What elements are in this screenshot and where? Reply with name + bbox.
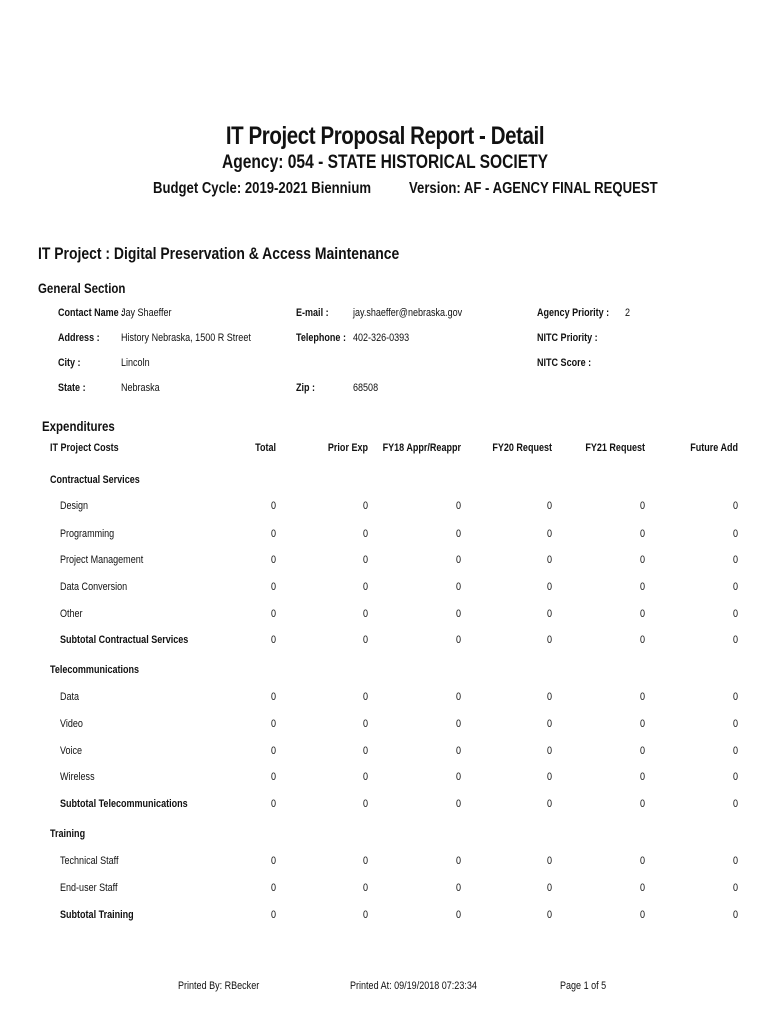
table-cell: 0 [362,882,368,894]
table-cell: 0 [732,634,738,646]
telephone-label: Telephone : [296,332,346,344]
table-cell: 0 [455,745,461,757]
expenditures-heading: Expenditures [42,418,115,434]
table-cell: 0 [546,500,552,512]
row-label: Contractual Services [50,474,140,486]
table-cell: 0 [546,691,552,703]
zip-label: Zip : [296,382,316,394]
table-cell: 0 [732,798,738,810]
table-cell: 0 [732,745,738,757]
table-cell: 0 [732,771,738,783]
table-cell: 0 [362,909,368,921]
telephone-value: 402-326-0393 [353,332,410,344]
table-cell: 0 [639,745,645,757]
table-cell: 0 [546,745,552,757]
table-cell: 0 [639,855,645,867]
table-cell: 0 [732,855,738,867]
address-label: Address : [58,332,100,344]
table-cell: 0 [546,909,552,921]
table-cell: 0 [455,718,461,730]
row-label: Subtotal Telecommunications [60,798,188,810]
table-cell: 0 [270,855,276,867]
table-cell: 0 [455,500,461,512]
row-label: Other [60,608,83,620]
email-label: E-mail : [296,307,329,319]
table-cell: 0 [455,771,461,783]
table-cell: 0 [639,581,645,593]
row-label: Data Conversion [60,581,128,593]
report-title: IT Project Proposal Report - Detail [225,122,545,150]
row-label: Training [50,828,86,840]
table-cell: 0 [732,882,738,894]
table-cell: 0 [362,608,368,620]
row-label: Subtotal Contractual Services [60,634,189,646]
table-cell: 0 [270,718,276,730]
contact-name-label: Contact Name : [58,307,125,319]
agency-priority-label: Agency Priority : [537,307,610,319]
table-cell: 0 [546,581,552,593]
city-label: City : [58,357,81,369]
column-header: FY20 Request [492,442,552,454]
row-label: Programming [60,528,115,540]
printed-at: Printed At: 09/19/2018 07:23:34 [350,980,477,992]
row-label: Project Management [60,554,144,566]
table-cell: 0 [455,691,461,703]
table-cell: 0 [732,718,738,730]
column-header: FY21 Request [585,442,645,454]
table-cell: 0 [546,798,552,810]
table-cell: 0 [546,608,552,620]
state-value: Nebraska [121,382,160,394]
table-cell: 0 [455,581,461,593]
agency-line: Agency: 054 - STATE HISTORICAL SOCIETY [221,152,549,173]
table-cell: 0 [455,882,461,894]
row-label: Subtotal Training [60,909,134,921]
table-cell: 0 [455,634,461,646]
table-cell: 0 [546,855,552,867]
table-cell: 0 [270,581,276,593]
table-cell: 0 [546,634,552,646]
table-cell: 0 [270,745,276,757]
general-section-heading: General Section [38,280,126,296]
table-cell: 0 [270,528,276,540]
row-label: Technical Staff [60,855,119,867]
table-cell: 0 [362,554,368,566]
table-cell: 0 [546,528,552,540]
table-cell: 0 [270,554,276,566]
printed-by: Printed By: RBecker [178,980,260,992]
page-number: Page 1 of 5 [560,980,607,992]
project-heading: IT Project : Digital Preservation & Access Maintenance [38,244,400,263]
nitc-score-label: NITC Score : [537,357,592,369]
agency-priority-value: 2 [625,307,631,319]
table-cell: 0 [639,691,645,703]
table-cell: 0 [732,528,738,540]
column-header: Total [255,442,276,454]
table-cell: 0 [455,909,461,921]
column-header: IT Project Costs [50,442,119,454]
table-cell: 0 [362,528,368,540]
nitc-priority-label: NITC Priority : [537,332,598,344]
table-cell: 0 [732,581,738,593]
table-cell: 0 [270,634,276,646]
table-cell: 0 [639,718,645,730]
table-cell: 0 [639,554,645,566]
table-cell: 0 [639,528,645,540]
table-cell: 0 [546,554,552,566]
table-cell: 0 [639,608,645,620]
table-cell: 0 [546,718,552,730]
table-cell: 0 [639,500,645,512]
row-label: Design [60,500,89,512]
address-value: History Nebraska, 1500 R Street [121,332,251,344]
table-cell: 0 [732,608,738,620]
column-header: Future Add [690,442,738,454]
table-cell: 0 [546,882,552,894]
table-cell: 0 [455,554,461,566]
row-label: Voice [60,745,83,757]
table-cell: 0 [362,771,368,783]
zip-value: 68508 [353,382,379,394]
table-cell: 0 [639,909,645,921]
table-cell: 0 [362,500,368,512]
table-cell: 0 [362,581,368,593]
table-cell: 0 [362,798,368,810]
table-cell: 0 [732,691,738,703]
row-label: Data [60,691,80,703]
table-cell: 0 [362,855,368,867]
contact-name-value: Jay Shaeffer [121,307,172,319]
email-value: jay.shaeffer@nebraska.gov [353,307,463,319]
table-cell: 0 [639,771,645,783]
row-label: Telecommunications [50,664,140,676]
table-cell: 0 [270,882,276,894]
table-cell: 0 [455,798,461,810]
table-cell: 0 [732,554,738,566]
row-label: Wireless [60,771,95,783]
table-cell: 0 [455,528,461,540]
table-cell: 0 [362,745,368,757]
table-cell: 0 [639,634,645,646]
row-label: Video [60,718,83,730]
version: Version: AF - AGENCY FINAL REQUEST [409,180,658,197]
table-cell: 0 [362,718,368,730]
budget-cycle: Budget Cycle: 2019-2021 Biennium [153,180,372,197]
table-cell: 0 [270,500,276,512]
table-cell: 0 [270,608,276,620]
table-cell: 0 [270,691,276,703]
city-value: Lincoln [121,357,150,369]
table-cell: 0 [639,882,645,894]
table-cell: 0 [270,798,276,810]
table-cell: 0 [270,771,276,783]
column-header: Prior Exp [327,442,368,454]
table-cell: 0 [362,691,368,703]
table-cell: 0 [362,634,368,646]
table-cell: 0 [639,798,645,810]
table-cell: 0 [732,909,738,921]
table-cell: 0 [455,855,461,867]
row-label: End-user Staff [60,882,118,894]
table-cell: 0 [546,771,552,783]
table-cell: 0 [732,500,738,512]
table-cell: 0 [455,608,461,620]
table-cell: 0 [270,909,276,921]
state-label: State : [58,382,86,394]
column-header: FY18 Appr/Reappr [382,442,461,454]
